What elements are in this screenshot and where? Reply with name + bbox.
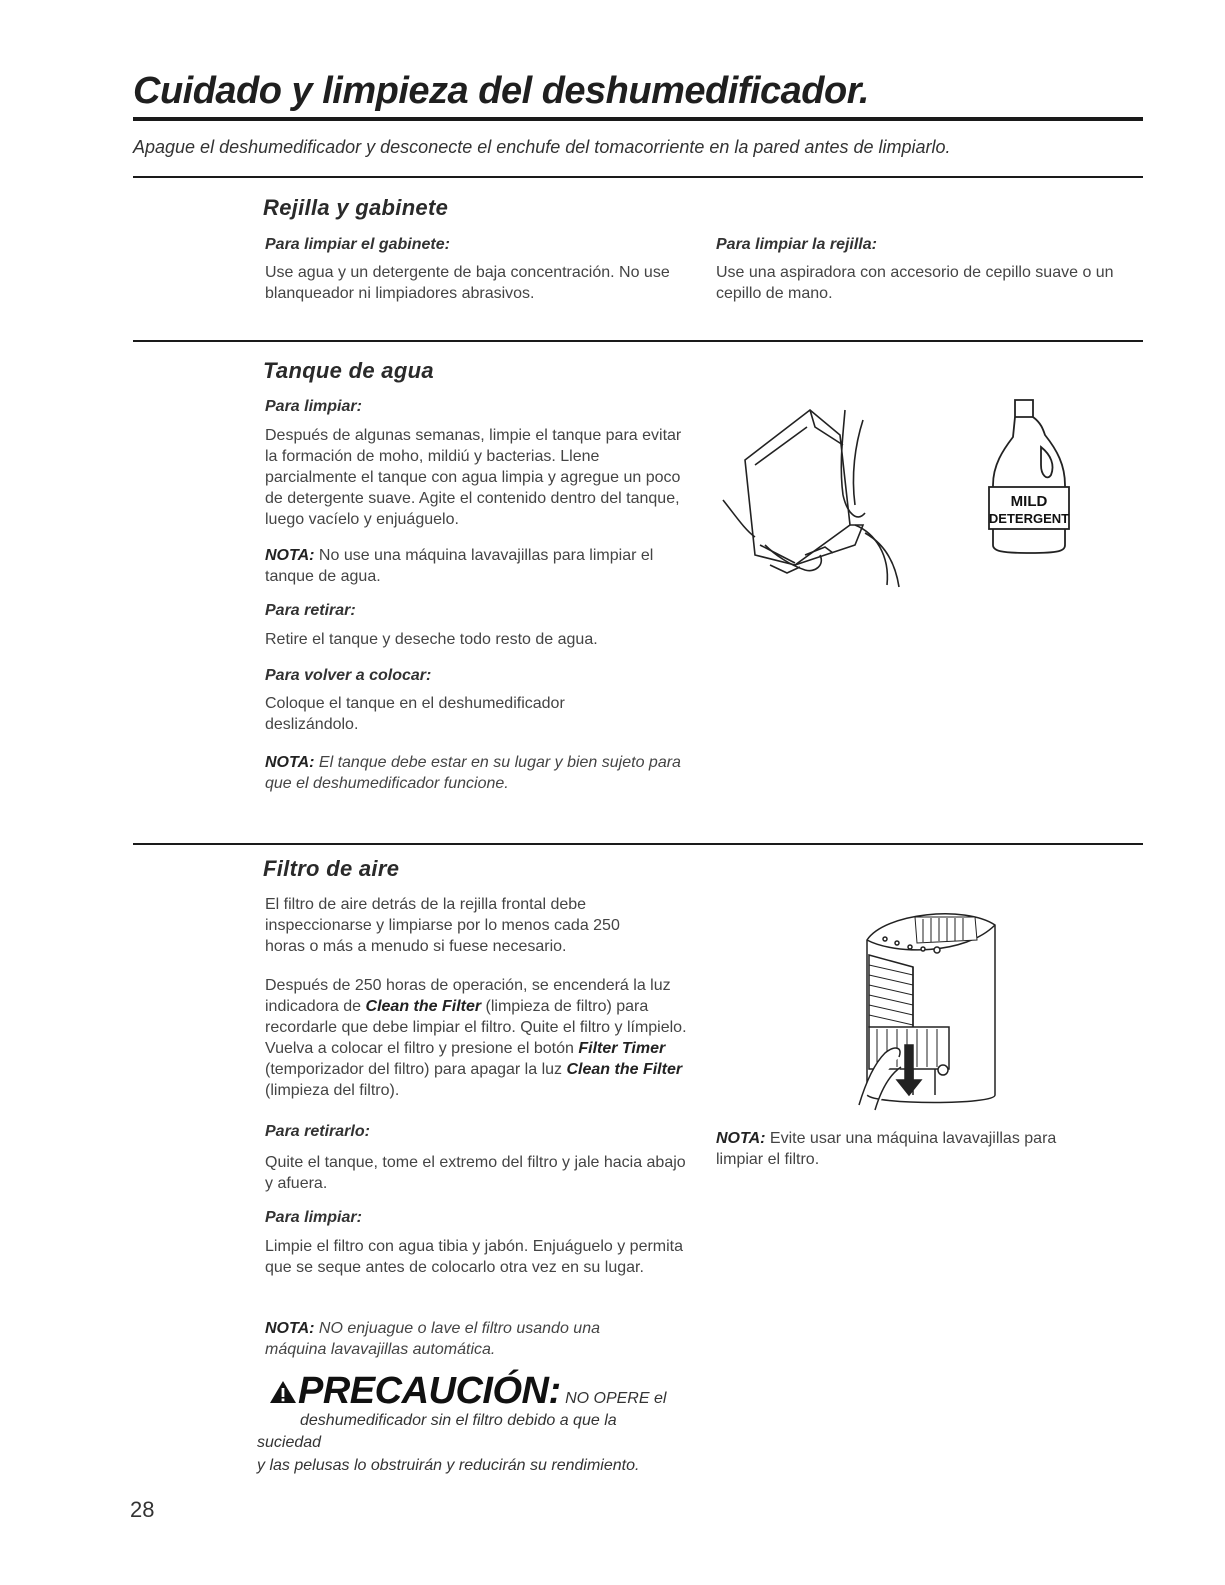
page-number: 28	[130, 1497, 155, 1522]
text-part: (limpieza de filtro) para recordarle que debe limpiar el filtro. Quite el filtro y límpielo. Vuelva a colocar el filtro y presione el botón	[265, 998, 687, 1057]
detergent-bottle-icon	[985, 395, 1075, 555]
section-divider	[133, 843, 1143, 845]
caution-block	[268, 1370, 666, 1413]
text-part: (limpieza del filtro).	[265, 1082, 400, 1099]
dehumidifier-filter-illustration	[855, 895, 1005, 1115]
tank-remove-heading: Para retirar:	[265, 602, 356, 619]
cabinet-text: Use agua y un detergente de baja concentración. No use blanqueador ni limpiadores abrasivos.	[265, 264, 670, 302]
clean-filter-label: Clean the Filter	[566, 1061, 683, 1078]
filter-remove-text: Quite el tanque, tome el extremo del filtro y jale hacia abajo y afuera.	[265, 1154, 686, 1192]
text-part: (temporizador del filtro) para apagar la luz	[265, 1061, 567, 1078]
filter-clean-heading: Para limpiar:	[265, 1209, 362, 1226]
warning-triangle-icon	[268, 1379, 298, 1405]
grille-heading: Para limpiar la rejilla:	[716, 236, 877, 253]
filter-intro: El filtro de aire detrás de la rejilla frontal debe inspeccionarse y limpiarse por lo menos cada 250 horas o más a menudo si fuese necesario.	[265, 896, 620, 955]
intro-text: Apague el deshumedificador y desconecte el enchufe del tomacorriente en la pared antes de limpiarlo.	[133, 137, 951, 157]
filter-timer-label: Filter Timer	[578, 1040, 666, 1057]
caution-line: suciedad	[257, 1434, 322, 1451]
bottle-label-line2: DETERGENT	[988, 511, 1070, 526]
bottle-label-line1: MILD	[1010, 493, 1048, 510]
tank-note-2	[265, 752, 685, 794]
tank-replace-heading: Para volver a colocar:	[265, 667, 432, 684]
cabinet-heading: Para limpiar el gabinete:	[265, 236, 450, 253]
filter-section-title: Filtro de aire	[263, 856, 400, 881]
clean-filter-label: Clean the Filter	[365, 998, 482, 1015]
page-title: Cuidado y limpieza del deshumedificador.	[133, 70, 869, 112]
filter-clean-text: Limpie el filtro con agua tibia y jabón. Enjuáguelo y permita que se seque antes de colocarlo otra vez en su lugar.	[265, 1238, 684, 1276]
filter-indicator-text	[265, 975, 695, 1101]
section-divider	[133, 176, 1143, 178]
filter-side-note	[716, 1128, 1096, 1170]
note-label: NOTA:	[265, 547, 315, 564]
section-divider	[133, 340, 1143, 342]
text-part: Después de 250 horas de operación, se encenderá la luz indicadora de	[265, 977, 671, 1015]
caution-line: deshumedificador sin el filtro debido a que la	[300, 1412, 617, 1429]
note-text: NO enjuague o lave el filtro usando una máquina lavavajillas automática.	[265, 1320, 600, 1358]
note-label: NOTA:	[265, 1320, 315, 1337]
caution-line: y las pelusas lo obstruirán y reducirán su rendimiento.	[257, 1457, 640, 1474]
tank-clean-heading: Para limpiar:	[265, 398, 362, 415]
filter-note	[265, 1318, 645, 1360]
note-text: No use una máquina lavavajillas para limpiar el tanque de agua.	[265, 547, 654, 585]
note-label: NOTA:	[716, 1130, 766, 1147]
grille-section-title: Rejilla y gabinete	[263, 195, 449, 220]
caution-lead: NO OPERE el	[560, 1390, 667, 1407]
title-rule	[133, 117, 1143, 121]
filter-remove-heading: Para retirarlo:	[265, 1123, 370, 1140]
tank-clean-text: Después de algunas semanas, limpie el tanque para evitar la formación de moho, mildiú y bacterias. Llene parcialmente el tanque con agua limpia y agregue un poco de detergente suave. Agite el contenido dentro del tanque, luego vacíelo y enjuáguelo.	[265, 427, 682, 528]
caution-title: PRECAUCIÓN:	[298, 1370, 561, 1412]
note-label: NOTA:	[265, 754, 315, 771]
grille-text: Use una aspiradora con accesorio de cepillo suave o un cepillo de mano.	[716, 264, 1114, 302]
tank-replace-text: Coloque el tanque en el deshumedificador deslizándolo.	[265, 695, 565, 733]
tank-note-1	[265, 545, 695, 587]
note-text: Evite usar una máquina lavavajillas para limpiar el filtro.	[716, 1130, 1057, 1168]
note-text: El tanque debe estar en su lugar y bien sujeto para que el deshumedificador funcione.	[265, 754, 681, 792]
tank-section-title: Tanque de agua	[263, 358, 434, 383]
tank-cleaning-illustration	[715, 405, 915, 590]
tank-remove-text: Retire el tanque y deseche todo resto de agua.	[265, 631, 598, 648]
